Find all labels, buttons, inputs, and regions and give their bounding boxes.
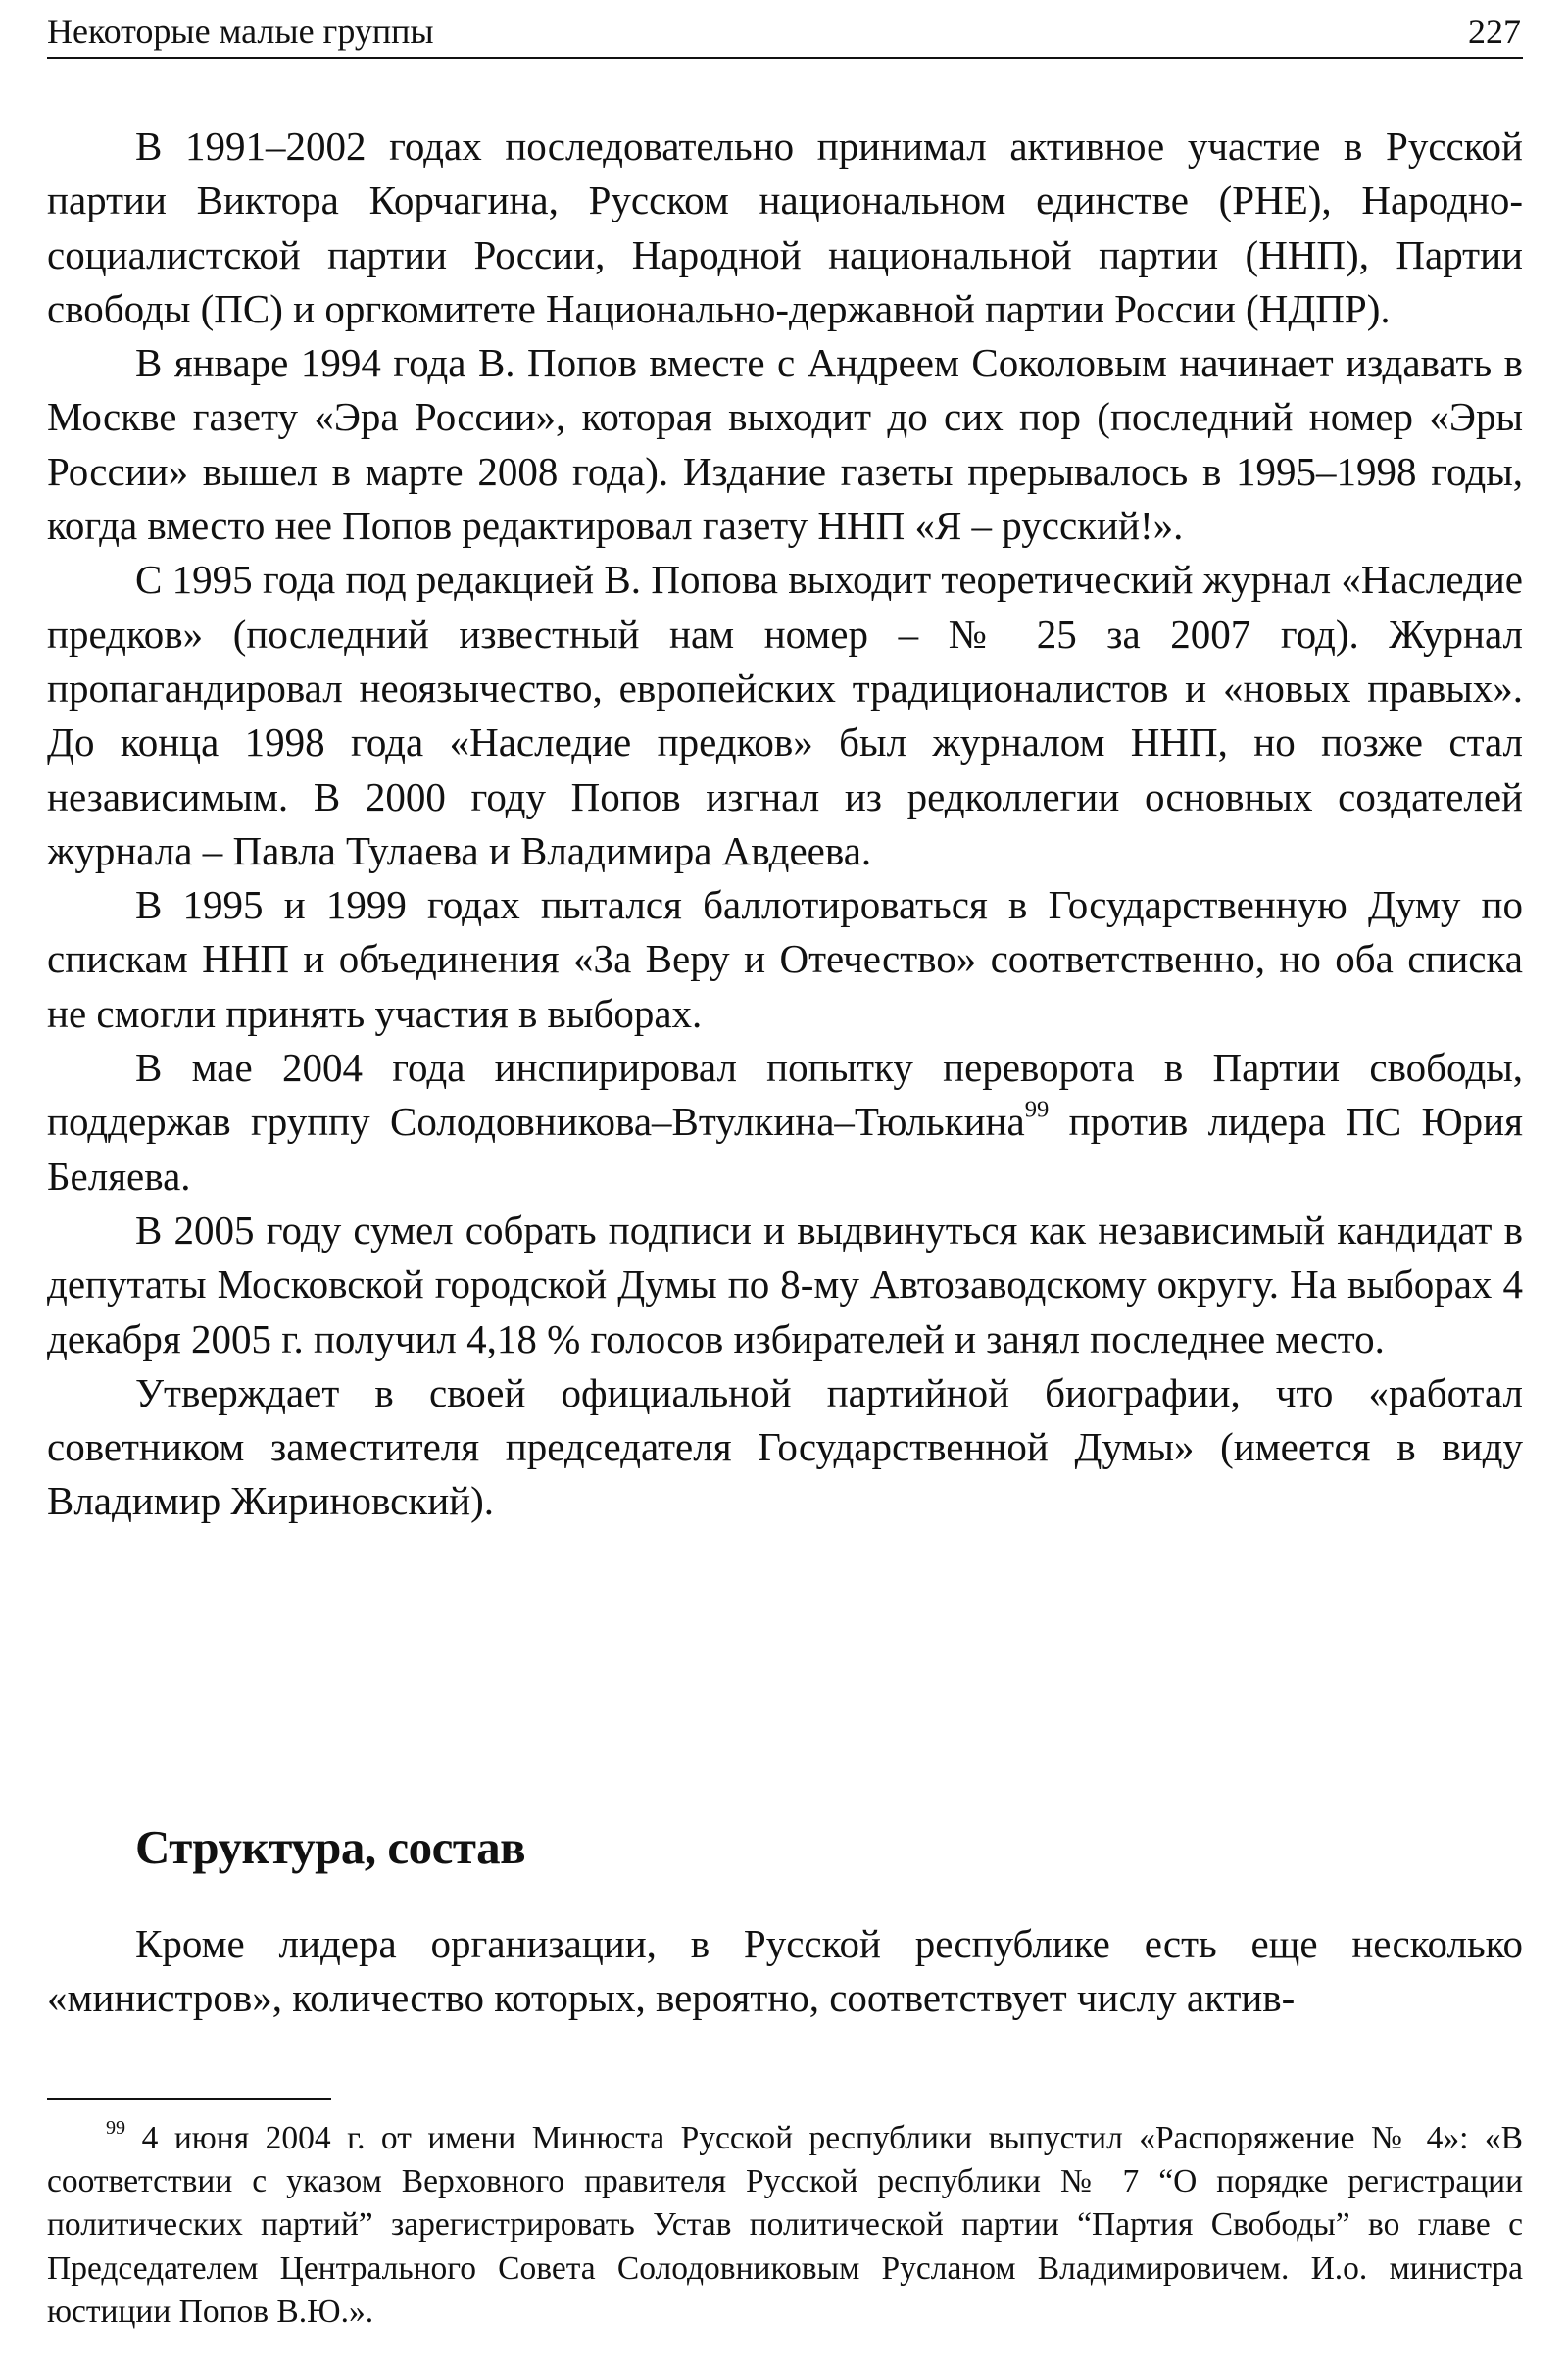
footnote [47,2117,1523,2334]
running-title: Некоторые малые группы [47,12,434,51]
paragraph-structure: Кроме лидера организации, в Русской республике есть еще несколько «министров», количество которых, вероятно, соответствует числу актив- [47,1921,1523,2021]
paragraph-nasledie-predkov: С 1995 года под редакцией В. Попова выходит теоретический журнал «Наследие предков» (последний известный нам номер – № 25 за 2007 год). Журнал пропагандировал неоязычество, европейских традиционалистов и «новых правых». До конца 1998 года «Наследие предков» был журналом ННП, но позже стал независимым. В 2000 году Попов изгнал из редколлегии основных создателей журнала – Павла Тулаева и Владимира Авдеева. [47,557,1523,873]
paragraph-official-bio: Утверждает в своей официальной партийной биографии, что «работал советником заместителя председателя Государственной Думы» (имеется в виду Владимир Жириновский). [47,1369,1523,1524]
paragraph-coup-text-start: В мае 2004 года инспирировал попытку переворота в Партии свободы, поддержав группу Солодовникова–Втулкина–Тюлькина [47,1045,1523,1145]
running-header [47,6,1523,59]
footnote-marker: 99 [106,2116,126,2139]
footnote-text: 4 июня 2004 г. от имени Минюста Русской республики выпустил «Распоряжение № 4»: «В соответствии с указом Верховного правителя Русской республики № 7 “О порядке регистрации политических партий” зарегистрировать Устав политической партии “Партия Свободы” во главе с Председателем Центрального Совета Солодовниковым Русланом Владимировичем. И.о. министра юстиции Попов В.Ю.». [47,2120,1523,2330]
paragraph-era-rossii: В январе 1994 года В. Попов вместе с Андреем Соколовым начинает издавать в Москве газету «Эра России», которая выходит до сих пор (последний номер «Эры России» вышел в марте 2008 года). Издание газеты прерывалось в 1995–1998 годы, когда вместо нее Попов редактировал газету ННП «Я – русский!». [47,340,1523,549]
book-page [47,0,1523,2370]
paragraph-duma-elections: В 1995 и 1999 годах пытался баллотироваться в Государственную Думу по спискам ННП и объединения «За Веру и Отечество» соответственно, но оба списка не смогли принять участия в выборах. [47,882,1523,1036]
footnote-paragraph [47,2117,1523,2334]
footnote-divider [47,2098,331,2100]
paragraph-coup-text-end: против лидера ПС Юрия Беляева. [47,1099,1523,1199]
paragraph-moscow-duma: В 2005 году сумел собрать подписи и выдвинуться как независимый кандидат в депутаты Московской городской Думы по 8-му Автозаводскому округу. На выборах 4 декабря 2005 г. получил 4,18 % голосов избирателей и занял последнее место. [47,1207,1523,1361]
paragraph-party-participation: В 1991–2002 годах последовательно принимал активное участие в Русской партии Виктора Корчагина, Русском национальном единстве (РНЕ), Народно-социалистской партии России, Народной национальной партии (ННП), Партии свободы (ПС) и оргкомитете Национально-державной партии России (НДПР). [47,123,1523,331]
section-text [47,1917,1523,2026]
main-text [47,120,1523,1529]
footnote-reference[interactable]: 99 [1024,1096,1050,1123]
section-heading: Структура, состав [135,1820,526,1874]
page-number: 227 [1468,12,1521,51]
paragraph-coup-attempt [47,1041,1523,1204]
